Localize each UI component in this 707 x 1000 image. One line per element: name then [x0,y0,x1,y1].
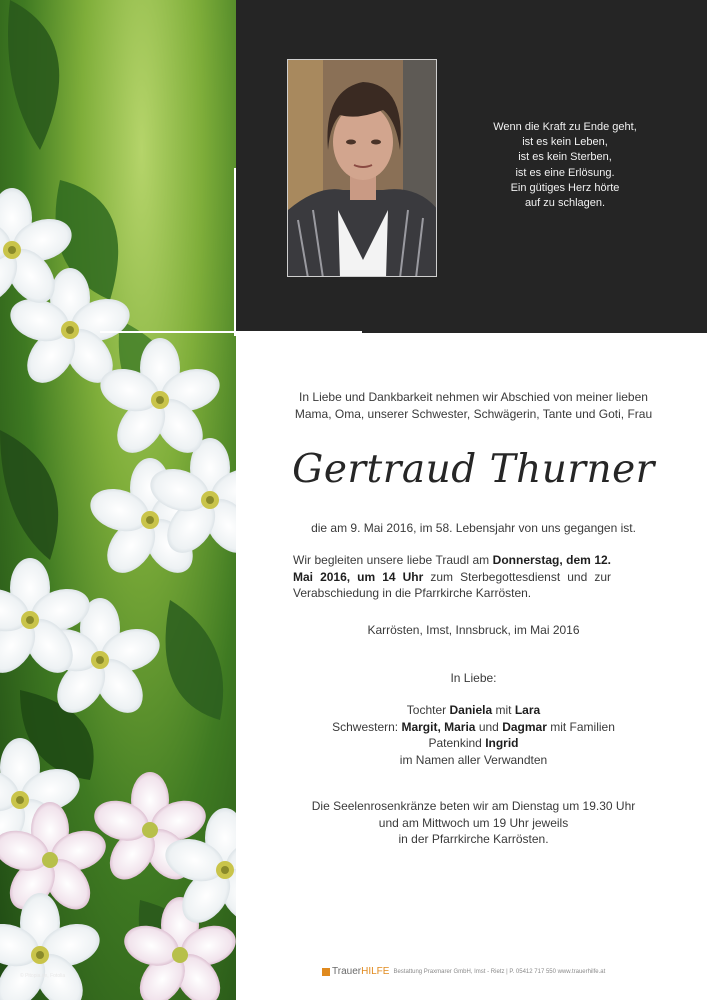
quote-line: ist es eine Erlösung. [515,166,615,179]
quote-line: ist es kein Leben, [522,136,608,149]
quote-line: Ein gütiges Herz hörte [510,181,620,194]
intro-line: Mama, Oma, unserer Schwester, Schwägerin, Tante und Goti, Frau [294,406,653,421]
floral-photo [0,0,236,1000]
quote-line: auf zu schlagen. [524,197,606,210]
portrait-illustration [288,60,437,277]
quote-poem [470,120,660,211]
death-date-text: die am 9. Mai 2016, im 58. Lebensjahr von uns gegangen ist. [311,521,636,535]
rosary-text [240,798,707,848]
mourner-line: Patenkind Ingrid [428,736,519,750]
deceased-name: Gertraud Thurner [292,447,655,492]
quote-line: Wenn die Kraft zu Ende geht, [493,121,637,133]
service-text: Wir begleiten unsere liebe Traudl am Donnerstag, dem 12. Mai 2016, um 14 Uhr zum Sterbegottesdienst und zur Verabschiedung in die Pfarrkirche Karrösten. [293,553,611,600]
rosary-line: Die Seelenrosenkränze beten wir am Dienstag um 19.30 Uhr [311,799,636,813]
in-liebe-heading: In Liebe: [450,671,497,685]
intro-text [240,389,707,422]
portrait-photo [287,59,437,277]
cross-vertical-line [234,168,236,336]
photo-credit: © Pitopia.de, Fotolia [20,973,66,979]
trauerhilfe-logo-icon [322,968,330,976]
mourner-line: Schwestern: Margit, Maria und Dagmar mit Familien [332,719,615,734]
trauerhilfe-logo: TrauerHILFE [332,966,390,977]
place-date: Karrösten, Imst, Innsbruck, im Mai 2016 [367,623,580,637]
apple-blossom-illustration [0,0,236,1000]
footer-text: Bestattung Praxmarer GmbH, Imst - Rietz | P. 05412 717 550 www.trauerhilfe.at [393,968,606,975]
rosary-line: in der Pfarrkirche Karrösten. [398,832,549,846]
mourner-line: im Namen aller Verwandten [399,752,548,767]
intro-line: In Liebe und Dankbarkeit nehmen wir Abschied von meiner lieben [299,390,648,404]
rosary-line: und am Mittwoch um 19 Uhr jeweils [378,815,569,830]
cross-horizontal-line [100,331,362,333]
mourners-list [240,702,707,768]
footer [322,966,605,977]
quote-line: ist es kein Sterben, [518,151,612,164]
mourner-line: Tochter Daniela mit Lara [406,703,541,717]
service-date: Donnerstag, dem 12. Mai 2016, um 14 Uhr [293,553,611,584]
